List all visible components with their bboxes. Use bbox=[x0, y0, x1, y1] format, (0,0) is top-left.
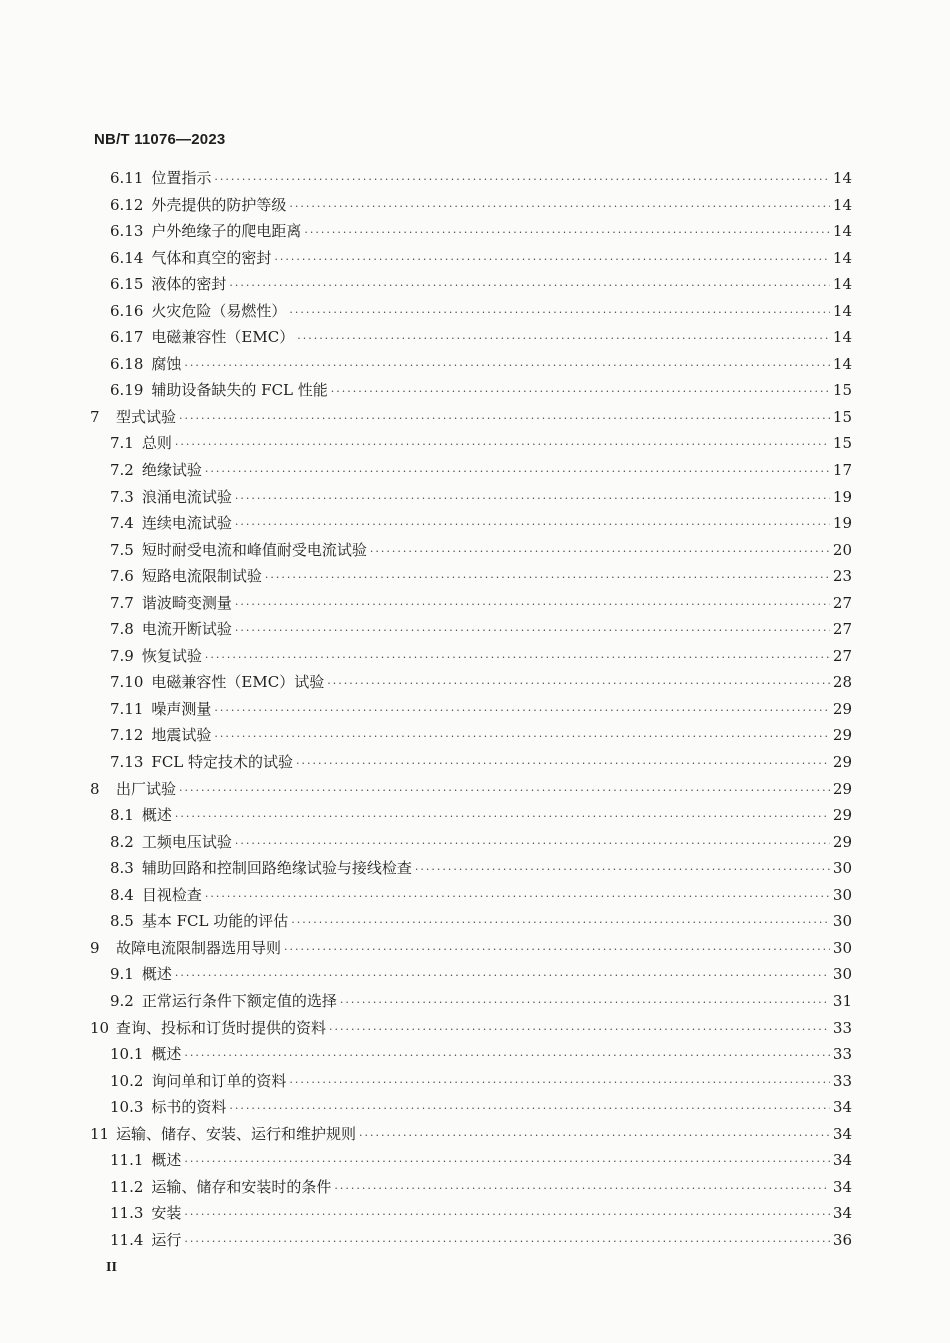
toc-entry-title: 辅助回路和控制回路绝缘试验与接线检查 bbox=[141, 859, 412, 878]
toc-entry-page: 30 bbox=[832, 885, 852, 904]
toc-entry[interactable] bbox=[90, 1200, 852, 1227]
toc-entry-number: 9 bbox=[90, 938, 100, 957]
toc-entry-title: 运输、储存、安装、运行和维护规则 bbox=[116, 1124, 357, 1143]
dot-leader bbox=[184, 1043, 829, 1070]
toc-entry[interactable] bbox=[90, 484, 852, 511]
toc-entry-number: 7.5 bbox=[110, 540, 134, 559]
toc-entry-title: 概述 bbox=[151, 1045, 182, 1064]
toc-entry-page: 36 bbox=[832, 1230, 852, 1249]
toc-entry-page: 30 bbox=[832, 859, 852, 878]
dot-leader bbox=[265, 565, 830, 592]
toc-entry-title: 概述 bbox=[141, 806, 172, 825]
toc-entry-number: 7.1 bbox=[110, 434, 134, 453]
toc-entry-page: 33 bbox=[832, 1018, 852, 1037]
toc-entry-page: 14 bbox=[832, 195, 852, 214]
toc-entry-page: 14 bbox=[832, 248, 852, 267]
toc-entry-page: 14 bbox=[832, 354, 852, 373]
toc-entry[interactable] bbox=[90, 1041, 852, 1068]
page-number: II bbox=[106, 1260, 117, 1275]
toc-entry-title: 电磁兼容性（EMC） bbox=[151, 328, 295, 347]
toc-entry-number: 7.8 bbox=[110, 620, 134, 639]
dot-leader bbox=[205, 884, 830, 911]
toc-entry-number: 8.3 bbox=[110, 859, 134, 878]
toc-entry[interactable] bbox=[90, 935, 852, 962]
dot-leader bbox=[214, 698, 829, 725]
toc-entry-number: 6.15 bbox=[110, 275, 144, 294]
toc-entry-title: 辅助设备缺失的 FCL 性能 bbox=[151, 381, 328, 400]
toc-entry-title: 火灾危险（易燃性） bbox=[151, 301, 287, 320]
toc-entry-title: 总则 bbox=[141, 434, 172, 453]
toc-entry[interactable] bbox=[90, 324, 852, 351]
toc-entry-number: 9.2 bbox=[110, 991, 134, 1010]
toc-entry-title: 电磁兼容性（EMC）试验 bbox=[151, 673, 325, 692]
toc-entry-page: 15 bbox=[832, 407, 852, 426]
toc-entry-page: 19 bbox=[832, 487, 852, 506]
dot-leader bbox=[175, 432, 830, 459]
dot-leader bbox=[370, 539, 830, 566]
dot-leader bbox=[205, 459, 830, 486]
toc-entry-title: 绝缘试验 bbox=[141, 461, 202, 480]
table-of-contents bbox=[90, 165, 852, 1253]
toc-entry[interactable] bbox=[90, 218, 852, 245]
toc-entry-number: 8 bbox=[90, 779, 100, 798]
toc-entry-title: 正常运行条件下额定值的选择 bbox=[141, 991, 337, 1010]
toc-entry[interactable] bbox=[90, 696, 852, 723]
toc-entry-number: 8.5 bbox=[110, 912, 134, 931]
toc-entry-number: 8.2 bbox=[110, 832, 134, 851]
toc-entry-number: 10.1 bbox=[110, 1045, 144, 1064]
dot-leader bbox=[284, 937, 830, 964]
toc-entry-number: 11.2 bbox=[110, 1177, 144, 1196]
toc-entry[interactable] bbox=[90, 404, 852, 431]
toc-entry-title: 连续电流试验 bbox=[141, 514, 232, 533]
dot-leader bbox=[184, 1149, 829, 1176]
dot-leader bbox=[359, 1123, 830, 1150]
dot-leader bbox=[229, 273, 829, 300]
toc-entry-title: 目视检查 bbox=[141, 885, 202, 904]
toc-entry-title: 出厂试验 bbox=[116, 779, 177, 798]
toc-entry[interactable] bbox=[90, 298, 852, 325]
toc-entry[interactable] bbox=[90, 510, 852, 537]
dot-leader bbox=[289, 194, 829, 221]
toc-entry-number: 6.18 bbox=[110, 354, 144, 373]
dot-leader bbox=[179, 406, 830, 433]
toc-entry-number: 6.17 bbox=[110, 328, 144, 347]
toc-entry-number: 7.11 bbox=[110, 699, 144, 718]
toc-entry-title: 液体的密封 bbox=[151, 275, 227, 294]
toc-entry-number: 8.1 bbox=[110, 806, 134, 825]
toc-entry-number: 7.6 bbox=[110, 567, 134, 586]
toc-entry[interactable] bbox=[90, 882, 852, 909]
toc-entry-number: 10.3 bbox=[110, 1098, 144, 1117]
toc-entry-title: 询问单和订单的资料 bbox=[151, 1071, 287, 1090]
toc-entry-page: 14 bbox=[832, 328, 852, 347]
toc-entry-title: 电流开断试验 bbox=[141, 620, 232, 639]
toc-entry-page: 23 bbox=[832, 567, 852, 586]
toc-entry-title: FCL 特定技术的试验 bbox=[151, 753, 294, 772]
toc-entry[interactable] bbox=[90, 722, 852, 749]
dot-leader bbox=[297, 326, 830, 353]
toc-entry-title: 标书的资料 bbox=[151, 1098, 227, 1117]
toc-entry-page: 17 bbox=[832, 461, 852, 480]
dot-leader bbox=[205, 645, 830, 672]
toc-entry[interactable] bbox=[90, 165, 852, 192]
toc-entry-title: 外壳提供的防护等级 bbox=[151, 195, 287, 214]
toc-entry[interactable] bbox=[90, 1015, 852, 1042]
dot-leader bbox=[327, 671, 830, 698]
toc-entry-page: 34 bbox=[832, 1151, 852, 1170]
toc-entry-page: 14 bbox=[832, 169, 852, 187]
toc-entry-page: 34 bbox=[832, 1204, 852, 1223]
toc-entry[interactable] bbox=[90, 245, 852, 272]
toc-entry-number: 11.4 bbox=[110, 1230, 144, 1249]
toc-entry[interactable] bbox=[90, 802, 852, 829]
toc-entry-title: 户外绝缘子的爬电距离 bbox=[151, 222, 302, 241]
dot-leader bbox=[331, 379, 830, 406]
toc-entry-number: 7.12 bbox=[110, 726, 144, 745]
toc-entry-title: 位置指示 bbox=[151, 169, 212, 187]
toc-entry-page: 33 bbox=[832, 1045, 852, 1064]
dot-leader bbox=[289, 300, 829, 327]
dot-leader bbox=[329, 1017, 830, 1044]
dot-leader bbox=[291, 910, 830, 937]
toc-entry-number: 7.10 bbox=[110, 673, 144, 692]
toc-entry-page: 29 bbox=[832, 753, 852, 772]
toc-entry[interactable] bbox=[90, 1227, 852, 1254]
toc-entry-title: 短时耐受电流和峰值耐受电流试验 bbox=[141, 540, 367, 559]
toc-entry[interactable] bbox=[90, 351, 852, 378]
toc-entry-number: 10 bbox=[90, 1018, 110, 1037]
toc-entry[interactable] bbox=[90, 749, 852, 776]
toc-entry-page: 15 bbox=[832, 434, 852, 453]
toc-entry-page: 31 bbox=[832, 991, 852, 1010]
toc-entry-title: 腐蚀 bbox=[151, 354, 182, 373]
toc-entry-number: 9.1 bbox=[110, 965, 134, 984]
toc-entry[interactable] bbox=[90, 1147, 852, 1174]
toc-entry-page: 29 bbox=[832, 779, 852, 798]
toc-entry-title: 基本 FCL 功能的评估 bbox=[141, 912, 289, 931]
toc-entry-page: 27 bbox=[832, 646, 852, 665]
toc-entry-title: 地震试验 bbox=[151, 726, 212, 745]
toc-entry[interactable] bbox=[90, 829, 852, 856]
toc-entry-page: 15 bbox=[832, 381, 852, 400]
toc-entry-page: 28 bbox=[832, 673, 852, 692]
toc-entry[interactable] bbox=[90, 669, 852, 696]
dot-leader bbox=[214, 167, 829, 194]
toc-entry-title: 概述 bbox=[151, 1151, 182, 1170]
toc-entry-number: 6.14 bbox=[110, 248, 144, 267]
toc-entry-title: 运输、储存和安装时的条件 bbox=[151, 1177, 332, 1196]
toc-entry-page: 14 bbox=[832, 275, 852, 294]
dot-leader bbox=[334, 1176, 829, 1203]
toc-entry[interactable] bbox=[90, 563, 852, 590]
toc-entry-page: 29 bbox=[832, 806, 852, 825]
toc-entry-title: 短路电流限制试验 bbox=[141, 567, 262, 586]
toc-entry-page: 27 bbox=[832, 593, 852, 612]
toc-entry-title: 工频电压试验 bbox=[141, 832, 232, 851]
toc-entry-title: 恢复试验 bbox=[141, 646, 202, 665]
dot-leader bbox=[340, 990, 830, 1017]
dot-leader bbox=[229, 1096, 829, 1123]
toc-entry-title: 型式试验 bbox=[116, 407, 177, 426]
toc-entry[interactable] bbox=[90, 430, 852, 457]
toc-entry-number: 6.11 bbox=[110, 169, 144, 187]
toc-entry-number: 7.13 bbox=[110, 753, 144, 772]
dot-leader bbox=[235, 486, 830, 513]
toc-entry-number: 7.4 bbox=[110, 514, 134, 533]
toc-entry[interactable] bbox=[90, 537, 852, 564]
toc-entry-page: 34 bbox=[832, 1124, 852, 1143]
toc-entry-number: 7.7 bbox=[110, 593, 134, 612]
dot-leader bbox=[184, 1229, 829, 1256]
toc-entry[interactable] bbox=[90, 192, 852, 219]
toc-entry[interactable] bbox=[90, 908, 852, 935]
toc-entry-page: 29 bbox=[832, 699, 852, 718]
dot-leader bbox=[296, 751, 830, 778]
dot-leader bbox=[415, 857, 830, 884]
toc-entry-title: 气体和真空的密封 bbox=[151, 248, 272, 267]
toc-entry-number: 11.3 bbox=[110, 1204, 144, 1223]
toc-entry[interactable] bbox=[90, 855, 852, 882]
toc-entry-number: 7.3 bbox=[110, 487, 134, 506]
toc-entry-title: 浪涌电流试验 bbox=[141, 487, 232, 506]
toc-entry[interactable] bbox=[90, 1094, 852, 1121]
toc-entry-number: 6.16 bbox=[110, 301, 144, 320]
toc-entry-number: 10.2 bbox=[110, 1071, 144, 1090]
dot-leader bbox=[289, 1070, 829, 1097]
toc-entry-number: 11.1 bbox=[110, 1151, 144, 1170]
toc-entry-number: 6.12 bbox=[110, 195, 144, 214]
toc-entry-number: 6.13 bbox=[110, 222, 144, 241]
dot-leader bbox=[274, 247, 829, 274]
toc-entry-title: 安装 bbox=[151, 1204, 182, 1223]
dot-leader bbox=[184, 353, 829, 380]
toc-entry-page: 14 bbox=[832, 301, 852, 320]
toc-entry-page: 29 bbox=[832, 726, 852, 745]
toc-entry-title: 噪声测量 bbox=[151, 699, 212, 718]
toc-entry-page: 20 bbox=[832, 540, 852, 559]
toc-entry-number: 7 bbox=[90, 407, 100, 426]
toc-entry[interactable] bbox=[90, 271, 852, 298]
toc-entry-title: 概述 bbox=[141, 965, 172, 984]
dot-leader bbox=[235, 618, 830, 645]
toc-entry-page: 34 bbox=[832, 1177, 852, 1196]
toc-entry-page: 34 bbox=[832, 1098, 852, 1117]
toc-entry[interactable] bbox=[90, 616, 852, 643]
toc-entry-page: 14 bbox=[832, 222, 852, 241]
dot-leader bbox=[235, 592, 830, 619]
toc-entry[interactable] bbox=[90, 377, 852, 404]
dot-leader bbox=[179, 778, 830, 805]
toc-entry-page: 30 bbox=[832, 938, 852, 957]
toc-entry-page: 33 bbox=[832, 1071, 852, 1090]
toc-entry[interactable] bbox=[90, 961, 852, 988]
toc-entry-page: 30 bbox=[832, 965, 852, 984]
dot-leader bbox=[304, 220, 829, 247]
toc-entry-number: 11 bbox=[90, 1124, 110, 1143]
toc-entry-number: 7.2 bbox=[110, 461, 134, 480]
toc-entry-number: 8.4 bbox=[110, 885, 134, 904]
toc-entry[interactable] bbox=[90, 1174, 852, 1201]
toc-entry-page: 30 bbox=[832, 912, 852, 931]
dot-leader bbox=[235, 831, 830, 858]
toc-entry-title: 故障电流限制器选用导则 bbox=[116, 938, 282, 957]
toc-entry-title: 运行 bbox=[151, 1230, 182, 1249]
toc-entry-number: 7.9 bbox=[110, 646, 134, 665]
dot-leader bbox=[175, 804, 830, 831]
toc-entry-title: 谐波畸变测量 bbox=[141, 593, 232, 612]
dot-leader bbox=[235, 512, 830, 539]
dot-leader bbox=[184, 1202, 829, 1229]
toc-entry[interactable] bbox=[90, 1121, 852, 1148]
dot-leader bbox=[214, 724, 829, 751]
toc-entry[interactable] bbox=[90, 776, 852, 803]
toc-entry-number: 6.19 bbox=[110, 381, 144, 400]
toc-entry-page: 27 bbox=[832, 620, 852, 639]
toc-entry[interactable] bbox=[90, 1068, 852, 1095]
standard-code: NB/T 11076—2023 bbox=[94, 131, 226, 148]
toc-entry[interactable] bbox=[90, 988, 852, 1015]
toc-entry-page: 29 bbox=[832, 832, 852, 851]
toc-entry-title: 查询、投标和订货时提供的资料 bbox=[116, 1018, 327, 1037]
toc-entry[interactable] bbox=[90, 457, 852, 484]
toc-entry-page: 19 bbox=[832, 514, 852, 533]
toc-entry[interactable] bbox=[90, 643, 852, 670]
dot-leader bbox=[175, 963, 830, 990]
toc-entry[interactable] bbox=[90, 590, 852, 617]
